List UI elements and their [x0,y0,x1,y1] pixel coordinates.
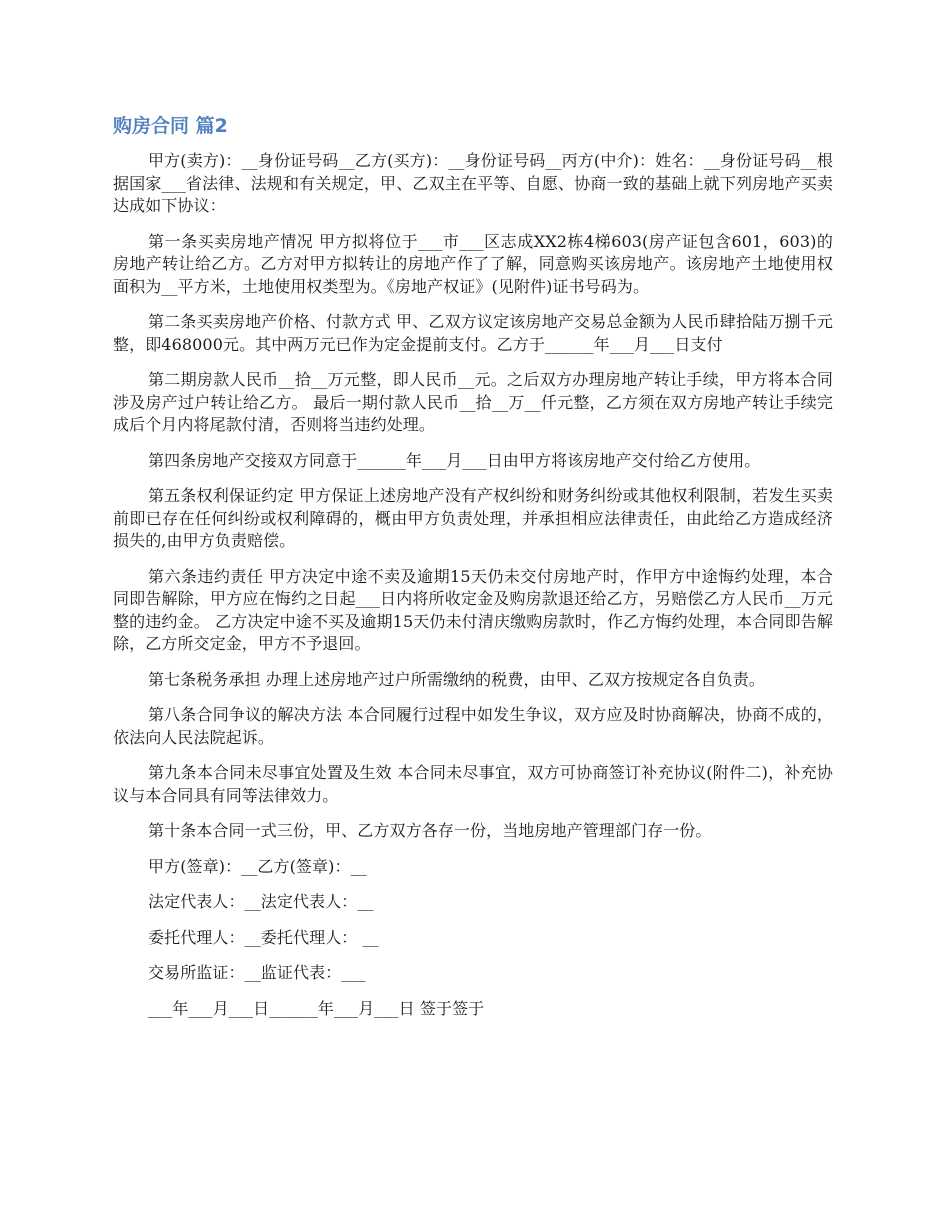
document-body [113,150,833,1020]
article-10-paragraph: 第十条本合同一式三份，甲、乙方双方各存一份，当地房地产管理部门存一份。 [148,821,712,840]
second-payment-paragraph: 第二期房款人民币__拾__万元整，即人民币__元。之后双方办理房地产转让手续，甲方将本合同涉及房产过户转让给乙方。 最后一期付款人民币__拾__万__仟元整，乙方须在双方房地产转让手续完成后个月内将尾款付清，否则将当违约处理。 [113,370,833,434]
date-line: ___年___月___日______年___月___日 签于签于 [148,998,485,1018]
article-8-paragraph: 第八条合同争议的解决方法 本合同履行过程中如发生争议，双方应及时协商解决，协商不成的，依法向人民法院起诉。 [113,705,833,747]
article-9-paragraph: 第九条本合同未尽事宜处置及生效 本合同未尽事宜，双方可协商签订补充协议(附件二)，补充协议与本合同具有同等法律效力。 [113,763,833,805]
article-1-paragraph: 第一条买卖房地产情况 甲方拟将位于___市___区志成XX2栋4梯603(房产证包含601，603)的房地产转让给乙方。乙方对甲方拟转让的房地产作了了解，同意购买该房地产。该房地产土地使用权面积为__平方米，土地使用权类型为。《房地产权证》(见附件)证书号码为。 [113,231,833,296]
supervision-line: 交易所监证：__监证代表：___ [148,963,366,982]
document-title: 购房合同 篇2 [113,115,228,137]
article-6-paragraph: 第六条违约责任 甲方决定中途不卖及逾期15天仍未交付房地产时，作甲方中途悔约处理，本合同即告解除，甲方应在悔约之日起___日内将所收定金及购房款退还给乙方，另赔偿乙方人民币__万元整的违约金。 乙方决定中途不买及逾期15天仍未付清庆缴购房款时，作乙方悔约处理，本合同即告解除，乙方所交定金，甲方不予退回。 [113,566,833,653]
article-7-paragraph: 第七条税务承担 办理上述房地产过户所需缴纳的税费，由甲、乙双方按规定各自负责。 [148,669,765,689]
article-2-paragraph: 第二条买卖房地产价格、付款方式 甲、乙双方议定该房地产交易总金额为人民币肆拾陆万捌千元整，即468000元。其中两万元已作为定金提前支付。乙方于______年___月___日支付 [113,312,833,354]
legal-representative-line: 法定代表人：__法定代表人：__ [148,892,374,911]
agent-line: 委托代理人：__委托代理人： __ [148,927,379,947]
document-page [113,112,833,1033]
article-4-paragraph: 第四条房地产交接双方同意于______年___月___日由甲方将该房地产交付给乙方使用。 [148,450,761,470]
article-5-paragraph: 第五条权利保证约定 甲方保证上述房地产没有产权纠纷和财务纠纷或其他权利限制，若发生买卖前即已存在任何纠纷或权利障碍的，概由甲方负责处理，并承担相应法律责任，由此给乙方造成经济损失的,由甲方负责赔偿。 [113,486,833,550]
party-info-paragraph: 甲方(卖方)：__身份证号码__乙方(买方)：__身份证号码__丙方(中介)：姓名：__身份证号码__根据国家___省法律、法规和有关规定，甲、乙双主在平等、自愿、协商一致的基础上就下列房地产买卖达成如下协议： [113,151,833,215]
signature-line: 甲方(签章)：__乙方(签章)：__ [148,856,367,876]
